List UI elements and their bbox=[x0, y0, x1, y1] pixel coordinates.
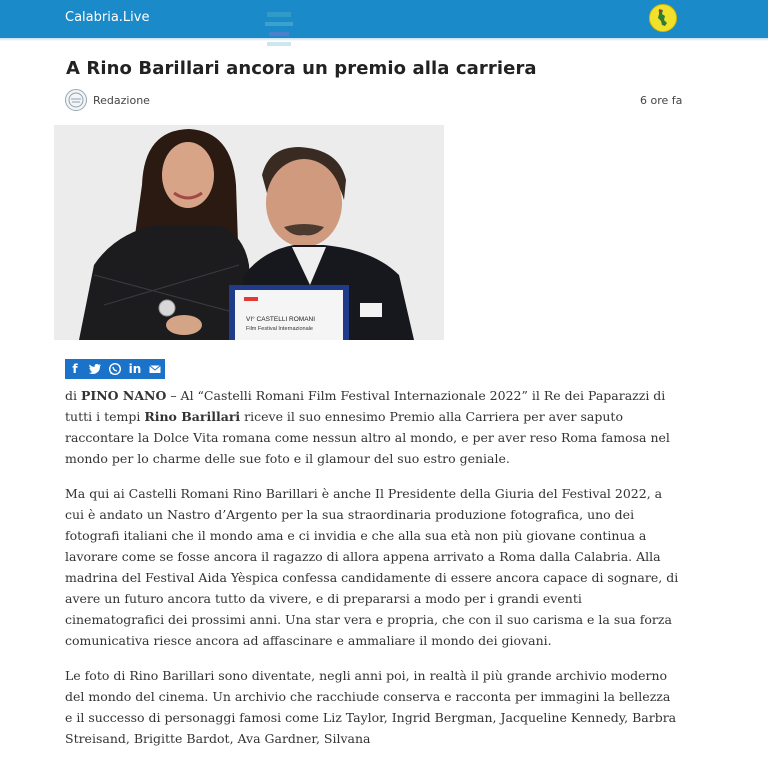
paragraph-2: Ma qui ai Castelli Romani Rino Barillari è anche Il Presidente della Giuria del Festival 2022, a cui è andato un Nastro d’Argento per la sua straordinaria produzione fotografica, uno dei fotografi italiani che il mondo ama e ci invidia e che alla sua età non più giovane continua a lavorare come se fosse ancora il ragazzo di allora appena arrivato a Roma dalla Calabria. Alla madrina del Festival Aida Yèspica confessa candidamente di essere ancora capace di sognare, di avere un futuro ancora tutto da vivere, e di prepararsi a modo per i grandi eventi cinematografici dei prossimi anni. Una star vera e propria, che con il suo carisma e la sua forza comunicativa riesce ancora ad affascinare e ammaliare il mondo dei giovani. bbox=[65, 486, 679, 648]
watermark-glyph-icon bbox=[264, 10, 294, 50]
linkedin-icon: in bbox=[128, 362, 142, 376]
whatsapp-icon bbox=[108, 362, 122, 376]
byline-author: PINO NANO bbox=[80, 388, 167, 403]
topbar-shadow bbox=[0, 38, 768, 41]
paragraph-1-rest: riceve il suo ennesimo Premio alla Carriera per aver saputo raccontare la Dolce Vita romana come nessun altro al mondo, e per aver reso Roma famosa nel mondo per lo charme delle sue foto e il glamour del suo estro geniale. bbox=[65, 409, 670, 466]
share-buttons bbox=[65, 359, 165, 379]
paragraph-1 bbox=[65, 385, 680, 469]
author-avatar-icon bbox=[65, 89, 87, 111]
facebook-icon: f bbox=[72, 362, 78, 376]
paragraph-1-middle: – Al “Castelli Romani Film Festival Internazionale 2022” il Re dei Paparazzi di tutti i tempi bbox=[65, 388, 666, 424]
email-share-button[interactable] bbox=[145, 359, 165, 379]
paragraph-3: Le foto di Rino Barillari sono diventate, negli anni poi, in realtà il più grande archivio moderno del mondo del cinema. Un archivio che racchiude conserva e racconta per immagini la bellezza e il successo di personaggi famosi come Liz Taylor, Ingrid Bergman, Jacqueline Kennedy, Barbra Streisand, Brigitte Bardot, Ava Gardner, Silvana bbox=[65, 668, 677, 746]
email-icon bbox=[148, 362, 162, 376]
calabria-map-logo-icon[interactable] bbox=[649, 4, 677, 32]
byline-prefix: di bbox=[65, 388, 81, 403]
site-brand-link[interactable]: Calabria.Live bbox=[65, 10, 150, 25]
publish-time: 6 ore fa bbox=[640, 94, 683, 107]
article-photo bbox=[54, 125, 444, 340]
twitter-icon bbox=[88, 362, 102, 376]
whatsapp-share-button[interactable] bbox=[105, 359, 125, 379]
facebook-share-button[interactable] bbox=[65, 359, 85, 379]
plaque-line-1: VI° CASTELLI ROMANI bbox=[246, 316, 316, 323]
linkedin-share-button[interactable] bbox=[125, 359, 145, 379]
article-title: A Rino Barillari ancora un premio alla carriera bbox=[66, 58, 537, 79]
plaque-line-2: Film Festival Internazionale bbox=[246, 326, 313, 332]
article-body bbox=[65, 385, 680, 763]
top-navbar bbox=[0, 0, 768, 38]
twitter-share-button[interactable] bbox=[85, 359, 105, 379]
author-name[interactable]: Redazione bbox=[93, 94, 150, 107]
bold-name: Rino Barillari bbox=[144, 409, 241, 424]
